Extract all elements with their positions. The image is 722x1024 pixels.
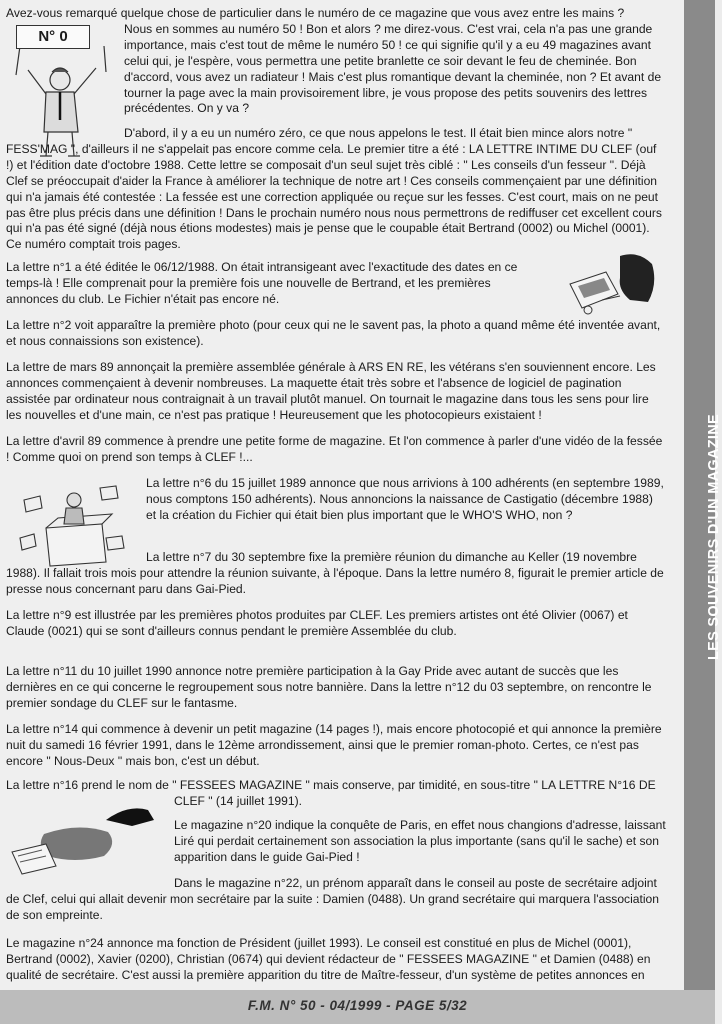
paragraph-7: La lettre n°7 du 30 septembre fixe la première réunion du dimanche au Keller (19 novembre 1988). Il fallait trois mois pour attendre la réunion suivante, à l'époque. Dans la lettre numéro 8, figurait le premier article de presse nous concernant paru dans Gai-Pied. [6, 550, 664, 596]
intro-first-line: Avez-vous remarqué quelque chose de particulier dans le numéro de ce magazine que vous avez entre les mains ? [6, 6, 625, 20]
paragraph-5: La lettre d'avril 89 commence à prendre une petite forme de magazine. Et l'on commence à parler d'une vidéo de la fessée ! Comme quoi on prend son temps à CLEF !... [6, 434, 663, 464]
paragraph-0 [6, 6, 666, 117]
paragraph-1: D'abord, il y a eu un numéro zéro, ce que nous appelons le test. Il était bien mince alors notre " FESS'MAG ", d'ailleurs il ne s'appelait pas encore comme cela. Le premier titre a été : LA LETTRE INTIME DU CLEF (ouf !) et l'édition date d'octobre 1988. Cette lettre se composait d'un seul sujet très ciblé : " Les conseils d'un fesseur ". Déjà Clef se préoccupait d'aider la France à améliorer la technique de notre art ! Ces conseils commençaient par une définition qui n'a jamais été contestée : La fessée est une correction appliquée ou reçue sur les fesses. C'est court, mais on ne peut pas être plus précis dans une définition ! Dans le prochain numéro nous nous permettrons de rediffuser cet excellent cours qui n'a pas été signé (déjà nous étions modestes) mais je pense que le coupable était Bertrand (0002) ou Michel (0001). Ce numéro comptait trois pages. [6, 126, 662, 252]
paragraph-14: Le magazine n°24 annonce ma fonction de Président (juillet 1993). Le conseil est constitué en plus de Michel (0001), Bertrand (0002), Xavier (0200), Christian (0674) qui devient rédacteur de " FESSEES MAGAZINE " et Damien (0488) en qualité de secrétaire. C'est aussi la première apparition du titre de Maître-fesseur, d'un système de petites annonces en [6, 936, 651, 982]
paragraph-3: La lettre n°2 voit apparaître la première photo (pour ceux qui ne le savent pas, la photo a quand même été inventée avant, et nous connaissions son existence). [6, 318, 661, 348]
sidebar-title: LES SOUVENIRS D'UN MAGAZINE [706, 414, 722, 660]
paragraph-4: La lettre de mars 89 annonçait la première assemblée générale à ARS EN RE, les vétérans s'en souviennent encore. Les annonces commençaient à devenir nombreuses. La maquette était très sobre et l'absence de logiciel de pagination assistée par ordinateur nous contraignait à un travail plutôt manuel. On tournait le magazine dans tous les sens pour lire les nouvelles et d'une main, ce n'est pas pratique ! Heureusement que les photocopieurs existaient ! [6, 360, 656, 422]
sign-label: N° 0 [16, 25, 90, 49]
lying-reader-illustration [8, 800, 170, 880]
paragraph-10: La lettre n°14 qui commence à devenir un petit magazine (14 pages !), mais encore photocopié et qui annonce la première nuit du samedi 16 février 1991, dans le 12ème arrondissement, ainsi que le premier roman-photo. Certes, ce n'est pas encore " Nous-Deux " mais bon, c'est un début. [6, 722, 662, 768]
intro-rest: Nous en sommes au numéro 50 ! Bon et alors ? me direz-vous. C'est vrai, cela n'a pas une grande importance, mais c'est tout de même le numéro 50 ! ce qui signifie qu'il y a eu 49 magazines avant celui qui, je l'espère, vous permettra une petite branlette ce soir devant le feu de cheminée. Bon d'accord, vous avez un radiateur ! Mais c'est plus romantique devant la cheminée, non ? Et avant de tourner la page avec la main provisoirement libre, je vous propose des petits souvenirs des lettres précédentes. On y va ? [124, 21, 662, 116]
paragraph-13: Dans le magazine n°22, un prénom apparaît dans le conseil au poste de secrétaire adjoint de Clef, celui qui allait devenir mon secrétaire par la suite : Damien (0488). Un grand secrétaire qui marquera l'association de son empreinte. [6, 876, 660, 922]
paragraph-2: La lettre n°1 a été éditée le 06/12/1988. On était intransigeant avec l'exactitude des dates en ce temps-là ! Elle comprenait pour la première fois une nouvelle de Bertrand, et les premières annonces du club. Le Fichier n'était pas encore né. [6, 260, 518, 306]
paragraph-11: La lettre n°16 prend le nom de " FESSEES MAGAZINE " mais conserve, par timidité, en sous-titre " LA LETTRE N°16 DE CLEF " (14 juillet 1991). [6, 778, 656, 808]
paragraph-9: La lettre n°11 du 10 juillet 1990 annonce notre première participation à la Gay Pride avec autant de succès que les dernières en ce qui concerne le regroupement sous notre bannière. Dans la lettre n°12 du 03 septembre, on rencontre le premier sondage du CLEF sur le fantasme. [6, 664, 652, 710]
footer-text: F.M. N° 50 - 04/1999 - PAGE 5/32 [247, 998, 468, 1013]
paragraph-6: La lettre n°6 du 15 juillet 1989 annonce que nous arrivions à 100 adhérents (en septembre 1989, nous comptons 150 adhérents). Nous annoncions la naissance de Castigatio (décembre 1988) et la création du Fichier qui était bien plus important que le WHO'S WHO, non ? [146, 476, 664, 522]
reading-person-illustration [560, 250, 660, 322]
paragraph-8: La lettre n°9 est illustrée par les premières photos produites par CLEF. Les premiers artistes ont été Olivier (0067) et Claude (0021) qui se sont d'ailleurs connus pendant le première Assemblée du club. [6, 608, 628, 638]
paragraph-12: Le magazine n°20 indique la conquête de Paris, en effet nous changions d'adresse, laissant Liré qui perdait certainement son association la plus importante (sans qu'il le sache) et son apparition dans le guide Gai-Pied ! [174, 818, 666, 864]
